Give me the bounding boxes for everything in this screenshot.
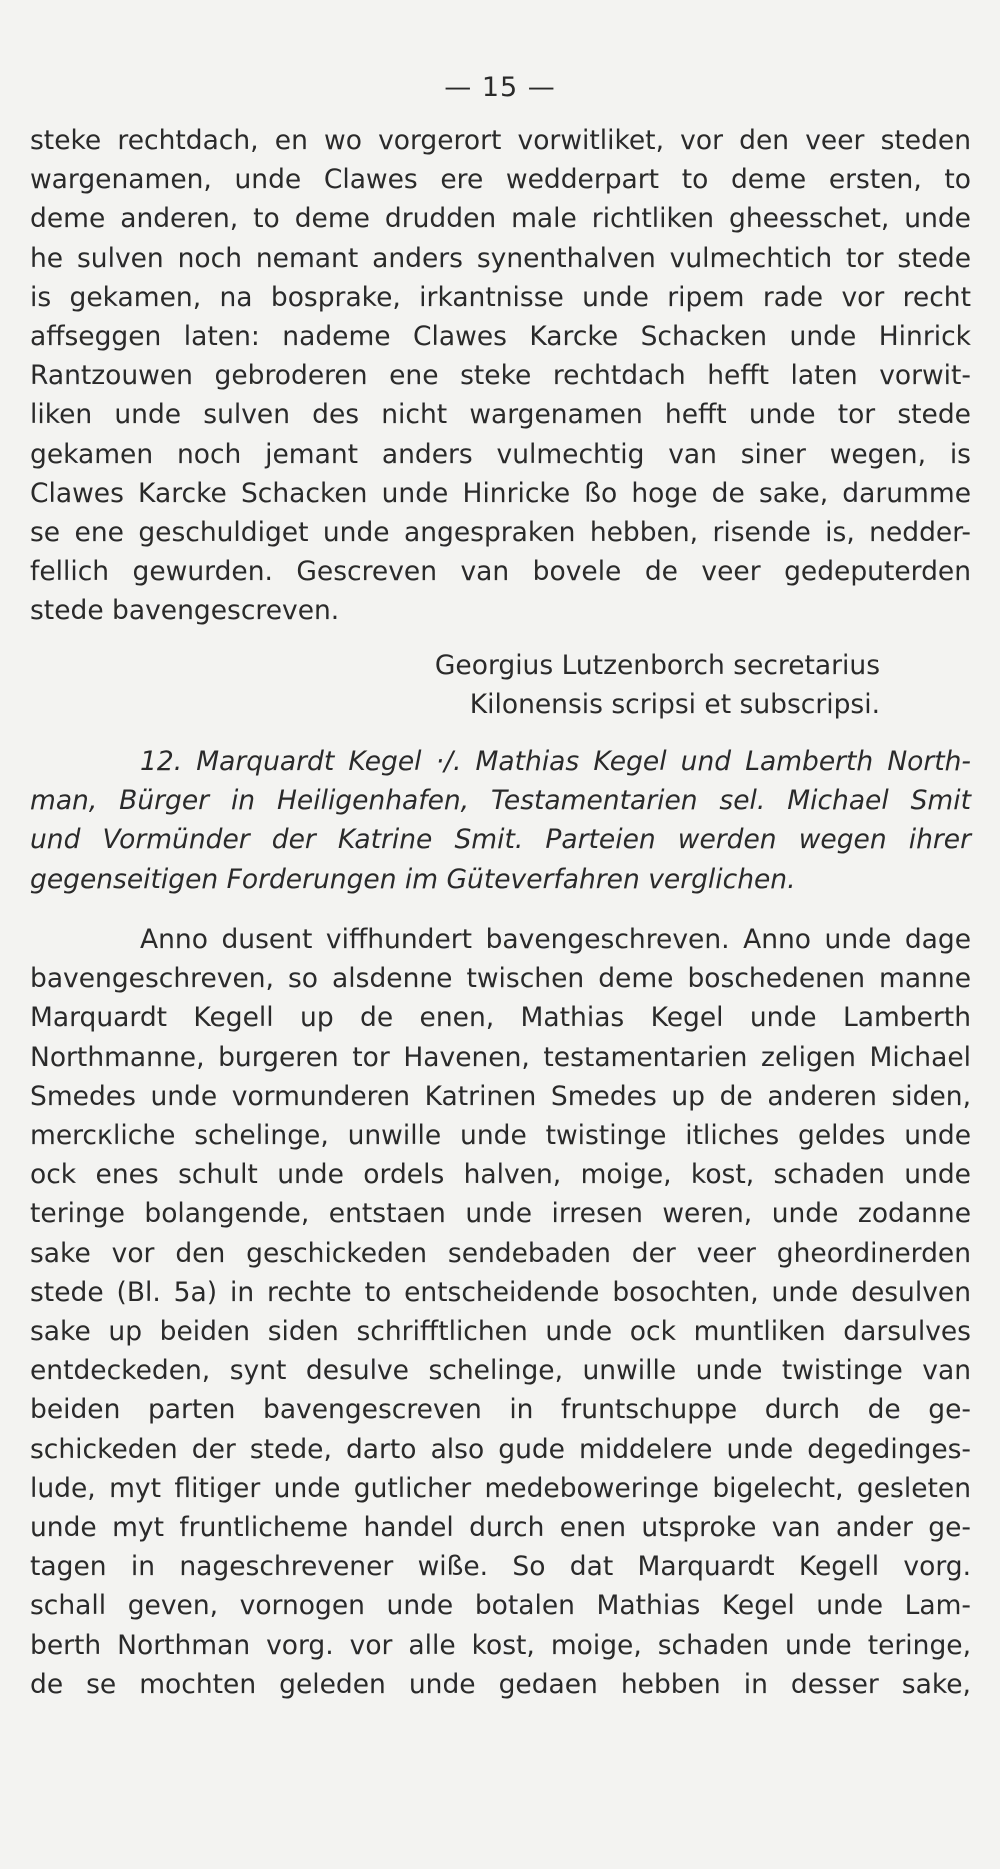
text-line: mercкliche schelinge, unwille unde twistinge itliches geldes unde (30, 1120, 971, 1152)
signature-line: Georgius Lutzenborch secretarius (434, 650, 880, 681)
text-line: Marquardt Kegell up de enen, Mathias Kegel unde Lamberth (30, 1002, 971, 1034)
heading-line: und Vormünder der Katrine Smit. Parteien werden wegen ihrer (30, 824, 971, 856)
text-line: tagen in nageschrevener wiße. So dat Marquardt Kegell vorg. (30, 1551, 971, 1583)
text-line: steke rechtdach, en wo vorgerort vorwitliket, vor den veer steden (30, 125, 971, 156)
text-line: unde myt fruntlicheme handel durch enen utsproke van ander ge- (30, 1512, 971, 1544)
text-line: he sulven noch nemant anders synenthalven vulmechtich tor stede (30, 242, 971, 274)
text-line: lude, myt flitiger unde gutlicher medeboweringe bigelecht, gesleten (30, 1472, 971, 1504)
text-line: bavengeschreven, so alsdenne twischen deme boschedenen manne (30, 963, 971, 995)
text-line: schickeden der stede, darto also gude middelere unde degedinges- (30, 1433, 971, 1465)
text-line: berth Northman vorg. vor alle kost, moige, schaden unde teringe, (30, 1629, 971, 1661)
document-heading (30, 742, 971, 899)
text-line: sake vor den geschickeden sendebaden der veer gheordinerden (30, 1237, 971, 1269)
text-line: wargenamen, unde Clawes ere wedderpart to deme ersten, to (30, 164, 971, 196)
text-line: Northmanne, burgeren tor Havenen, testamentarien zeligen Michael (30, 1041, 971, 1073)
text-line: fellich gewurden. Gescreven van bovele de veer gedeputerden (30, 556, 971, 588)
text-line: affseggen laten: nademe Clawes Karcke Schacken unde Hinrick (30, 321, 971, 353)
heading-line: 12. Marquardt Kegel ·/. Mathias Kegel und Lamberth North- (140, 746, 971, 777)
paragraph-continuation (30, 121, 971, 631)
text-line: se ene geschuldiget unde angespraken hebben, risende is, nedder- (30, 517, 971, 549)
text-line: schall geven, vornogen unde botalen Mathias Kegel unde Lam- (30, 1590, 971, 1622)
signature-line: Kilonensis scripsi et subscripsi. (469, 689, 880, 721)
text-line: ock enes schult unde ordels halven, moige, kost, schaden unde (30, 1159, 971, 1191)
text-line: Anno dusent viffhundert bavengeschreven. Anno unde dage (140, 924, 971, 955)
text-line: liken unde sulven des nicht wargenamen hefft unde tor stede (30, 399, 971, 431)
heading-line: man, Bürger in Heiligenhafen, Testamentarien sel. Michael Smit (30, 785, 971, 817)
text-line: stede bavengescreven. (30, 595, 340, 627)
text-line: Clawes Karcke Schacken unde Hinricke ßo hoge de sake, darumme (30, 477, 971, 509)
heading-line: gegenseitigen Forderungen im Güteverfahren verglichen. (30, 863, 796, 895)
text-line: Smedes unde vormunderen Katrinen Smedes up de anderen siden, (30, 1080, 971, 1112)
text-line: gekamen noch jemant anders vulmechtig van siner wegen, is (30, 438, 971, 470)
paragraph-body (30, 920, 971, 1704)
text-line: is gekamen, na bosprake, irkantnisse unde ripem rade vor recht (30, 281, 971, 313)
text-line: teringe bolangende, entstaen unde irresen weren, unde zodanne (30, 1198, 971, 1230)
text-line: de se mochten geleden unde gedaen hebben in desser sake, (30, 1668, 971, 1700)
text-line: Rantzouwen gebroderen ene steke rechtdach hefft laten vorwit- (30, 360, 971, 392)
text-line: beiden parten bavengescreven in fruntschuppe durch de ge- (30, 1394, 971, 1426)
page-number: — 15 — (444, 72, 556, 103)
text-line: entdeckeden, synt desulve schelinge, unwille unde twistinge van (30, 1355, 971, 1387)
text-line: sake up beiden siden schrifftlichen unde ock muntliken darsulves (30, 1316, 971, 1348)
text-line: deme anderen, to deme drudden male richtliken gheesschet, unde (30, 203, 971, 235)
signature-block (0, 646, 880, 724)
text-line: stede (Bl. 5a) in rechte to entscheidende bosochten, unde desulven (30, 1276, 971, 1308)
